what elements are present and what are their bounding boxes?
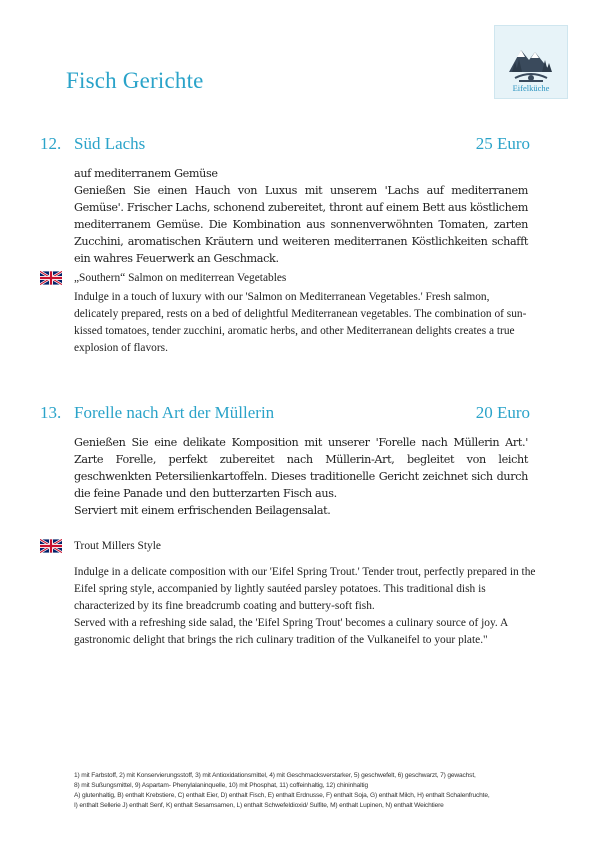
dish-text-de: Genießen Sie einen Hauch von Luxus mit unserem 'Lachs auf mediterranem Gemüse'. Frischer Lachs, schonend zubereitet, thront auf einem Bett aus köstlichem mediterranem Gemüse. Die Kombination aus sonnenverwöhnten Tomaten, zarten Zucchini, aromatischen Kräutern und weiteren mediterranen Köstlichkeiten schafft ein wahres Feuerwerk an Geschmack. <box>74 184 528 265</box>
eifel-logo-icon <box>494 25 568 99</box>
dish-text-en-2: Served with a refreshing side salad, the 'Eifel Spring Trout' becomes a culinary source of joy. A gastronomic delight that brings the rich culinary tradition of the Vulkaneifel to your plate." <box>74 617 508 646</box>
dish-price: 25 Euro <box>475 134 530 153</box>
dish-description-en <box>74 564 536 649</box>
dish-number: 13. <box>40 403 62 422</box>
logo-text: Eifelküche <box>512 83 550 93</box>
dish-name: Forelle nach Art der Müllerin <box>74 403 275 422</box>
footnote-line: A) glutenhaltig, B) enthalt Krebstiere, C) enthalt Eier, D) enthalt Fisch, E) enthalt Erdnusse, F) enthalt Soja, G) enthalt Milch, H) enthalt Schalenfruchte, <box>74 792 490 799</box>
dish-serving-note: Serviert mit einem erfrischenden Beilagensalat. <box>74 504 331 517</box>
uk-flag-icon <box>40 538 62 552</box>
footnote-line: I) enthalt Sellerie J) enthalt Senf, K) enthalt Sesamsamen, L) enthalt Schwefeldioxid/ Sulfite, M) enthalt Lupinen, N) enthalt Weichtiere <box>74 802 444 809</box>
dish-description-de <box>74 434 528 519</box>
dish-name: Süd Lachs <box>74 134 146 153</box>
footnote-line: 1) mit Farbstoff, 2) mit Konservierungsstoff, 3) mit Antioxidationsmittel, 4) mit Geschmacksverstarker, 5) geschwefelt, 6) geschwarzt, 7) gewachst, <box>74 772 476 779</box>
allergen-footnotes <box>74 771 554 811</box>
dish-description-en <box>74 289 536 357</box>
dish-text-de: Genießen Sie eine delikate Komposition mit unserer 'Forelle nach Müllerin Art.' Zarte Forelle, perfekt zubereitet nach Müllerin-Art, begleitet von leicht geschwenkten Petersilienkartoffeln. Dieses traditionelle Gericht zeichnet sich durch die feine Panade und den butterzarten Fisch aus. <box>74 436 528 500</box>
page-title: Fisch Gerichte <box>66 68 204 93</box>
dish-title-en: „Southern“ Salmon on mediterrean Vegetables <box>74 272 287 284</box>
dish-text-en: Indulge in a delicate composition with our 'Eifel Spring Trout.' Tender trout, perfectly prepared in the Eifel spring style, accompanied by lightly sautéed parsley potatoes. This traditional dish is characterized by its fine breadcrumb coating and buttery-soft fish. <box>74 566 536 612</box>
uk-flag-icon <box>40 270 62 284</box>
dish-text-en: Indulge in a touch of luxury with our 'Salmon on Mediterranean Vegetables.' Fresh salmon, delicately prepared, rests on a bed of delightful Mediterranean vegetables. The combination of sun-kissed tomatoes, tender zucchini, aromatic herbs, and other Mediterranean delights creates a true explosion of flavors. <box>74 291 527 354</box>
dish-subtitle: auf mediterranem Gemüse <box>74 167 218 180</box>
dish-description-de <box>74 165 528 267</box>
dish-price: 20 Euro <box>475 403 530 422</box>
footnote-line: 8) mit Sußungsmittel, 9) Aspartam- Phenylalaninquelle, 10) mit Phosphat, 11) coffeinhaltig, 12) chininhaltig <box>74 782 368 789</box>
dish-title-en: Trout Millers Style <box>74 540 161 552</box>
dish-number: 12. <box>40 134 62 153</box>
